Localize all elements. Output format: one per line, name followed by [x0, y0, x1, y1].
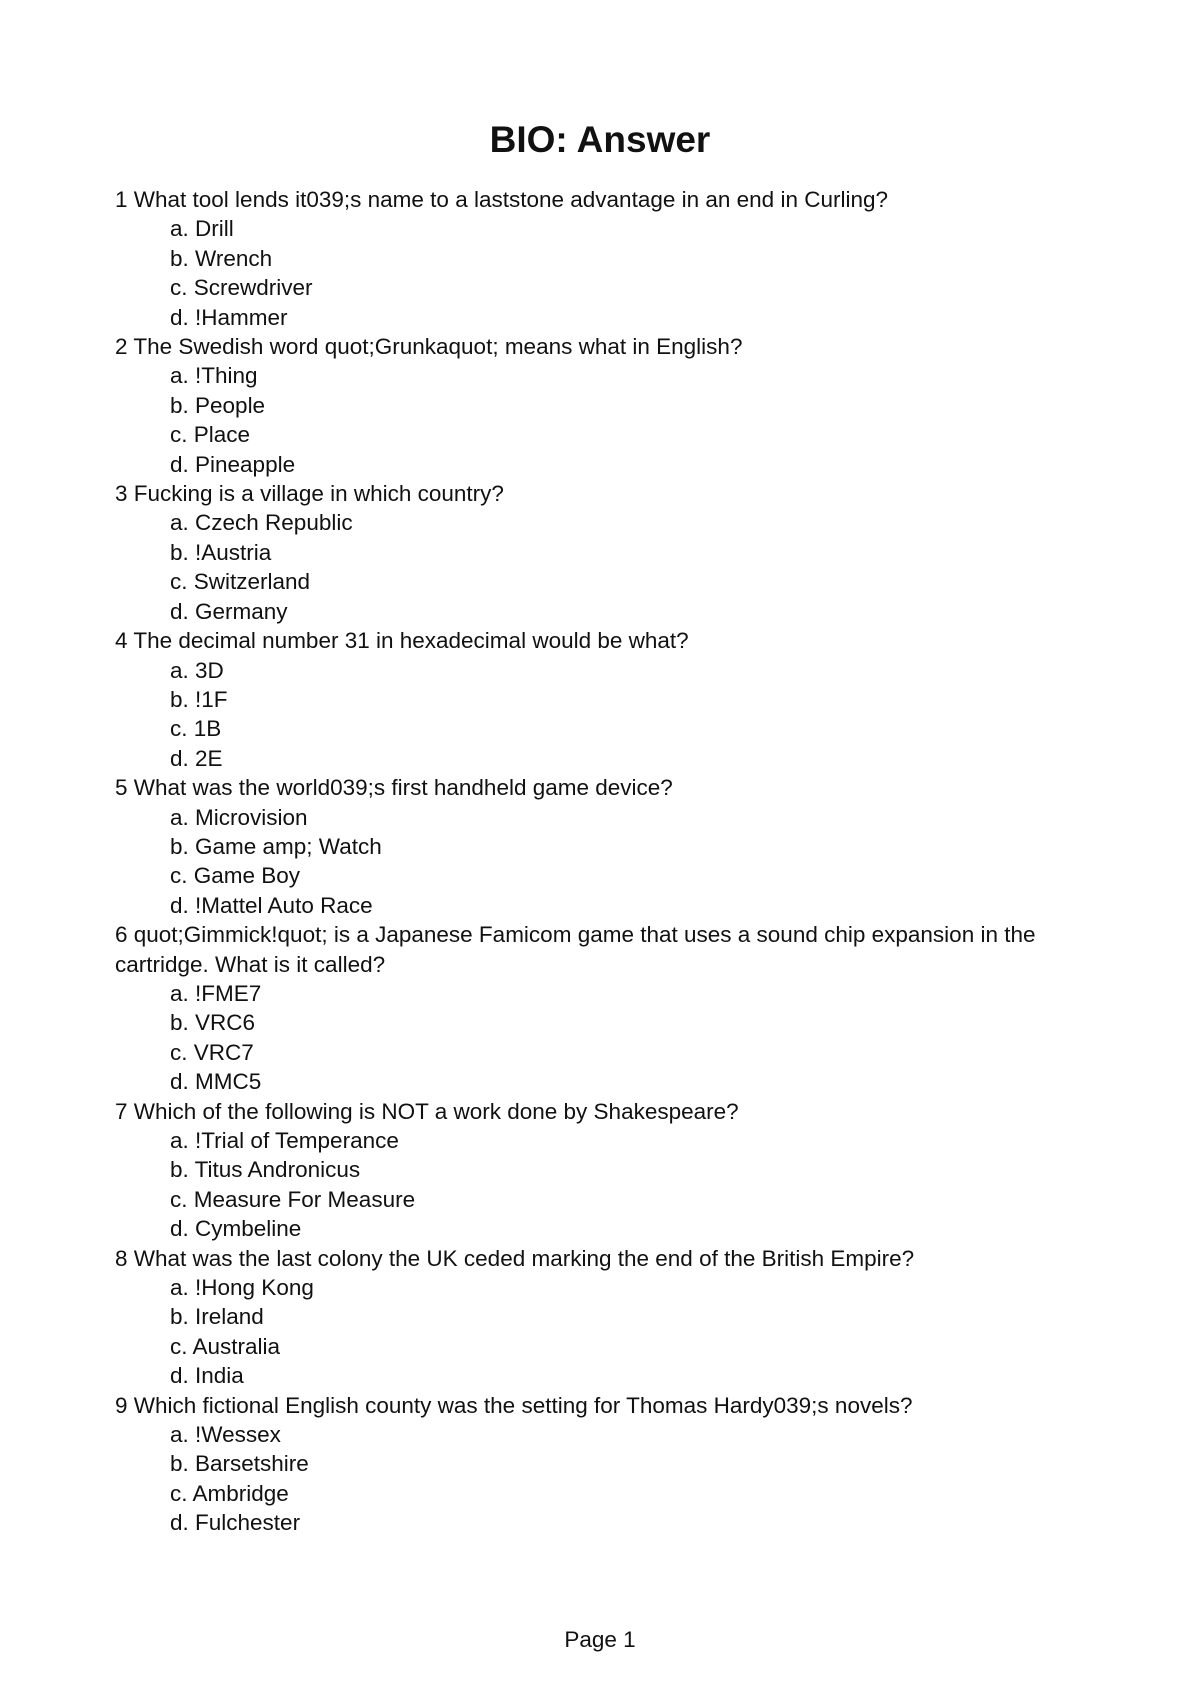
answer-option: a. !Wessex	[170, 1422, 281, 1448]
answer-options	[115, 656, 1075, 774]
question-text: 9 Which fictional English county was the setting for Thomas Hardy039;s novels?	[115, 1392, 913, 1418]
question-4	[115, 626, 1075, 773]
answer-options	[115, 803, 1075, 921]
answer-option: a. Drill	[170, 216, 234, 242]
answer-option: c. Australia	[170, 1333, 281, 1359]
question-list	[115, 185, 1075, 1538]
answer-options	[115, 1126, 1075, 1244]
answer-option: b. !Austria	[170, 539, 272, 565]
question-3	[115, 479, 1075, 626]
page-number: Page 1	[564, 1627, 636, 1652]
question-text: 2 The Swedish word quot;Grunkaquot; means what in English?	[115, 334, 743, 360]
answer-option: a. !FME7	[170, 980, 262, 1006]
question-1	[115, 185, 1075, 332]
answer-option: a. !Trial of Temperance	[170, 1128, 399, 1153]
answer-options	[115, 214, 1075, 332]
question-5	[115, 773, 1075, 920]
answer-option: b. People	[170, 392, 266, 418]
answer-option: d. !Mattel Auto Race	[170, 892, 373, 918]
question-text: 7 Which of the following is NOT a work done by Shakespeare?	[115, 1098, 739, 1124]
answer-options	[115, 1273, 1075, 1391]
page-title: BIO: Answer	[489, 119, 711, 160]
answer-option: b. Titus Andronicus	[170, 1157, 361, 1183]
question-text: 1 What tool lends it039;s name to a laststone advantage in an end in Curling?	[115, 187, 888, 212]
question-text: 3 Fucking is a village in which country?	[115, 481, 504, 507]
answer-option: a. Czech Republic	[170, 510, 353, 536]
answer-option: d. 2E	[170, 745, 223, 771]
answer-option: d. Cymbeline	[170, 1216, 302, 1242]
answer-option: c. 1B	[170, 716, 222, 742]
answer-option: a. !Thing	[170, 363, 258, 389]
answer-options	[115, 1420, 1075, 1538]
question-text: 8 What was the last colony the UK ceded marking the end of the British Empire?	[115, 1245, 915, 1271]
answer-option: b. Barsetshire	[170, 1451, 309, 1477]
answer-option: d. India	[170, 1363, 244, 1389]
question-7	[115, 1097, 1075, 1244]
answer-option: c. Place	[170, 422, 251, 448]
answer-option: c. Screwdriver	[170, 275, 313, 301]
answer-options	[115, 508, 1075, 626]
answer-options	[115, 361, 1075, 479]
answer-option: a. Microvision	[170, 804, 308, 830]
answer-option: b. VRC6	[170, 1010, 256, 1036]
question-8	[115, 1244, 1075, 1391]
answer-option: c. Game Boy	[170, 863, 301, 889]
question-6	[115, 920, 1075, 1096]
answer-option: b. !1F	[170, 686, 228, 712]
answer-option: c. VRC7	[170, 1039, 254, 1065]
answer-option: d. Germany	[170, 598, 288, 624]
answer-option: c. Ambridge	[170, 1480, 289, 1506]
answer-option: a. !Hong Kong	[170, 1275, 314, 1301]
answer-option: b. Ireland	[170, 1304, 264, 1330]
answer-option: c. Switzerland	[170, 569, 311, 595]
question-text: 6 quot;Gimmick!quot; is a Japanese Famicom game that uses a sound chip expansion in the cartridge. What is it called?	[115, 922, 1036, 977]
answer-option: b. Wrench	[170, 245, 273, 271]
answer-option: d. MMC5	[170, 1069, 262, 1095]
question-text: 4 The decimal number 31 in hexadecimal would be what?	[115, 628, 689, 654]
answer-option: d. !Hammer	[170, 304, 288, 330]
answer-options	[115, 979, 1075, 1097]
question-text: 5 What was the world039;s first handheld game device?	[115, 775, 673, 801]
question-9	[115, 1391, 1075, 1538]
answer-option: c. Measure For Measure	[170, 1186, 416, 1212]
answer-option: b. Game amp; Watch	[170, 833, 382, 859]
answer-option: d. Fulchester	[170, 1510, 301, 1536]
question-2	[115, 332, 1075, 479]
answer-option: a. 3D	[170, 657, 224, 683]
answer-option: d. Pineapple	[170, 451, 296, 477]
